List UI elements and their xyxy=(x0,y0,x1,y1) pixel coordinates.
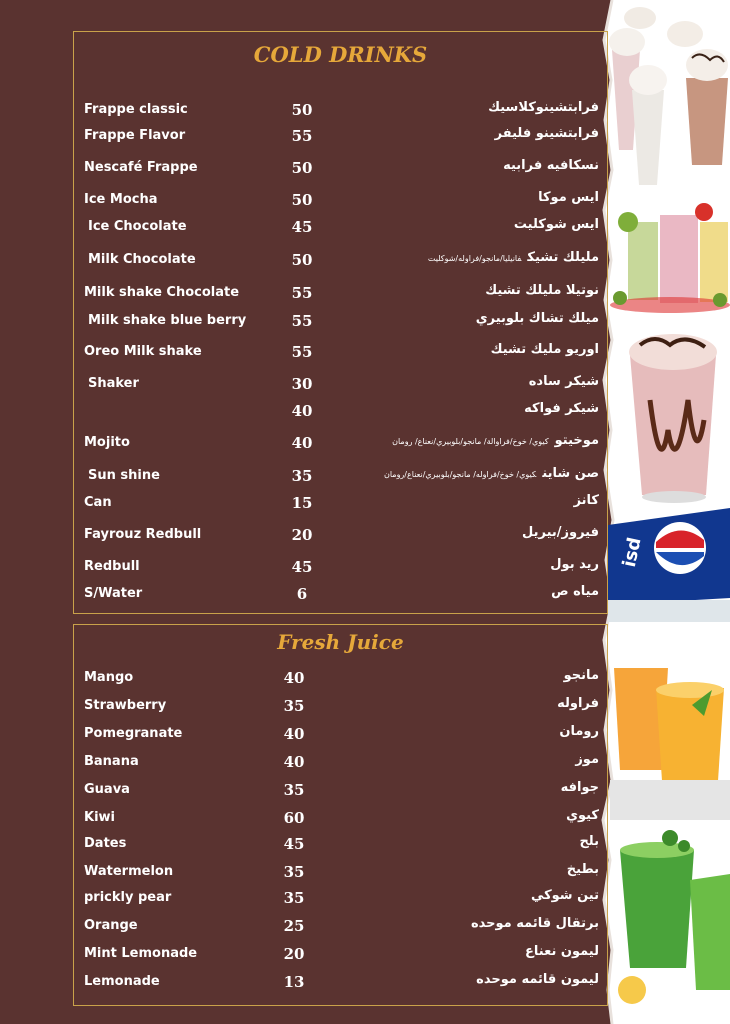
item-name-ar: ريد بول xyxy=(550,557,599,572)
menu-item xyxy=(74,99,607,123)
menu-item xyxy=(74,556,607,580)
menu-item xyxy=(74,432,607,456)
item-name-ar: فرابتشينوكلاسيك xyxy=(488,100,599,115)
item-price: 20 xyxy=(283,945,305,963)
item-name-en: Nescafé Frappe xyxy=(84,160,198,175)
fresh-juice-title: Fresh Juice xyxy=(277,630,404,654)
menu-item xyxy=(74,189,607,213)
item-name-en: Dates xyxy=(84,836,127,851)
item-flavors-note: كيوي/ خوخ/فراوله/ مانجو/بلوبيري/نعناع/رومان xyxy=(383,470,537,479)
item-name-en: Frappe Flavor xyxy=(84,128,186,143)
item-name-en: S/Water xyxy=(84,586,143,601)
menu-item xyxy=(74,779,607,803)
item-name-ar: ايس موكا xyxy=(538,190,599,205)
item-name-en: Shaker xyxy=(88,376,139,391)
menu-item xyxy=(74,341,607,365)
item-name-ar: تين شوكي xyxy=(530,888,599,903)
item-price: 55 xyxy=(291,343,313,361)
item-name-ar: نسكافيه فرابيه xyxy=(503,158,599,173)
item-price: 60 xyxy=(283,809,305,827)
item-name-ar: كانز xyxy=(573,493,599,508)
item-name-ar: صن شاينكيوي/ خوخ/فراوله/ مانجو/بلوبيري/نعناع/رومان xyxy=(383,466,599,481)
item-name-en: Guava xyxy=(84,782,130,797)
item-name-ar: مياه ص xyxy=(551,584,599,599)
item-name-en: Can xyxy=(84,495,112,510)
item-price: 40 xyxy=(291,434,313,452)
orange-juice-photo xyxy=(610,668,730,820)
menu-item xyxy=(74,861,607,885)
menu-item xyxy=(74,667,607,691)
menu-item xyxy=(74,492,607,516)
menu-item xyxy=(74,833,607,857)
item-name-ar: كيوي xyxy=(566,808,599,823)
item-name-ar: ليمون نعناع xyxy=(525,944,599,959)
menu-item xyxy=(74,524,607,548)
svg-text:isd: isd xyxy=(618,535,646,570)
menu-item xyxy=(74,216,607,240)
menu-item xyxy=(74,465,607,489)
item-price: 35 xyxy=(291,467,313,485)
item-name-ar: اوريو مليك تشيك xyxy=(490,342,599,357)
item-name-en: Oreo Milk shake xyxy=(84,344,202,359)
item-flavors-note: فانيليا/مانجو/فراوله/شوكليت xyxy=(427,254,522,263)
menu-item xyxy=(74,157,607,181)
menu-item xyxy=(74,373,607,397)
item-name-en: Milk shake Chocolate xyxy=(84,285,240,300)
menu-item xyxy=(74,125,607,149)
menu-item xyxy=(74,583,607,607)
item-name-ar: موخيتوكيوي/ خوخ/فراوالة/ مانجو/بلوبيري/نعناع/ رومان xyxy=(392,433,599,448)
item-name-en: Watermelon xyxy=(84,864,174,879)
item-name-ar: بلح xyxy=(579,834,599,849)
item-price: 6 xyxy=(296,585,308,603)
item-price: 45 xyxy=(283,835,305,853)
chocolate-milkshake-photo xyxy=(629,334,717,503)
item-price: 15 xyxy=(291,494,313,512)
item-name-en: Orange xyxy=(84,918,138,933)
item-price: 25 xyxy=(283,917,305,935)
item-name-ar: موز xyxy=(575,752,599,767)
item-name-ar: جوافه xyxy=(560,780,599,795)
item-price: 50 xyxy=(291,159,313,177)
menu-item xyxy=(74,249,607,273)
menu-item xyxy=(74,887,607,911)
item-price: 45 xyxy=(291,558,313,576)
menu-item xyxy=(74,723,607,747)
item-name-ar: مليلك تشيكفانيليا/مانجو/فراوله/شوكليت xyxy=(427,250,599,265)
item-name-ar: ليمون قائمه موحده xyxy=(476,972,599,987)
item-name-en: Kiwi xyxy=(84,810,115,825)
item-name-en: Lemonade xyxy=(84,974,160,989)
item-name-en: Redbull xyxy=(84,559,140,574)
menu-item xyxy=(74,400,607,424)
cold-drinks-section xyxy=(73,31,608,614)
item-name-ar: رومان xyxy=(559,724,599,739)
item-name-en: Mango xyxy=(84,670,134,685)
cold-drinks-title: COLD DRINKS xyxy=(253,42,428,67)
item-flavors-note: كيوي/ خوخ/فراوالة/ مانجو/بلوبيري/نعناع/ رومان xyxy=(392,437,549,446)
item-name-ar: مانجو xyxy=(563,668,599,683)
item-name-en: Pomegranate xyxy=(84,726,183,741)
item-price: 40 xyxy=(283,669,305,687)
item-name-en: Sun shine xyxy=(88,468,160,483)
item-name-ar: فيروز/بيريل xyxy=(522,525,599,540)
menu-item xyxy=(74,971,607,995)
item-name-ar: نوتيلا مليلك تشيك xyxy=(485,283,599,298)
item-price: 55 xyxy=(291,127,313,145)
item-price: 30 xyxy=(291,375,313,393)
menu-item xyxy=(74,915,607,939)
item-name-en: Frappe classic xyxy=(84,102,188,117)
menu-item xyxy=(74,807,607,831)
item-price: 50 xyxy=(291,101,313,119)
item-name-ar: شيكر ساده xyxy=(528,374,599,389)
item-name-ar: فراوله xyxy=(557,696,599,711)
item-price: 20 xyxy=(291,526,313,544)
item-name-ar: ميلك تشاك بلوبيري xyxy=(475,311,599,326)
item-name-ar: شيكر فواكه xyxy=(524,401,599,416)
item-name-en: Milk shake blue berry xyxy=(88,313,247,328)
pepsi-can-photo xyxy=(608,508,730,622)
item-name-en: prickly pear xyxy=(84,890,172,905)
menu-item xyxy=(74,695,607,719)
item-name-ar: بطيخ xyxy=(566,862,599,877)
item-name-en: Mint Lemonade xyxy=(84,946,198,961)
item-price: 40 xyxy=(283,753,305,771)
menu-item xyxy=(74,310,607,334)
item-name-ar: برتقال قائمه موحده xyxy=(470,916,599,931)
item-name-ar: فرابتشينو فليفر xyxy=(494,126,599,141)
item-name-en: Banana xyxy=(84,754,139,769)
item-price: 45 xyxy=(291,218,313,236)
item-price: 35 xyxy=(283,781,305,799)
item-name-en: Milk Chocolate xyxy=(88,252,196,267)
item-price: 35 xyxy=(283,863,305,881)
item-name-en: Fayrouz Redbull xyxy=(84,527,202,542)
item-name-en: Mojito xyxy=(84,435,130,450)
item-name-en: Ice Mocha xyxy=(84,192,158,207)
item-name-en: Ice Chocolate xyxy=(88,219,187,234)
fresh-juice-section xyxy=(73,624,608,1006)
item-name-ar: ايس شوكليت xyxy=(513,217,599,232)
item-price: 55 xyxy=(291,284,313,302)
item-price: 35 xyxy=(283,697,305,715)
menu-item xyxy=(74,751,607,775)
item-price: 13 xyxy=(283,973,305,991)
menu-item xyxy=(74,282,607,306)
item-price: 35 xyxy=(283,889,305,907)
item-price: 50 xyxy=(291,191,313,209)
menu-item xyxy=(74,943,607,967)
item-price: 55 xyxy=(291,312,313,330)
item-name-en: Strawberry xyxy=(84,698,167,713)
item-price: 40 xyxy=(283,725,305,743)
item-price: 50 xyxy=(291,251,313,269)
item-price: 40 xyxy=(291,402,313,420)
